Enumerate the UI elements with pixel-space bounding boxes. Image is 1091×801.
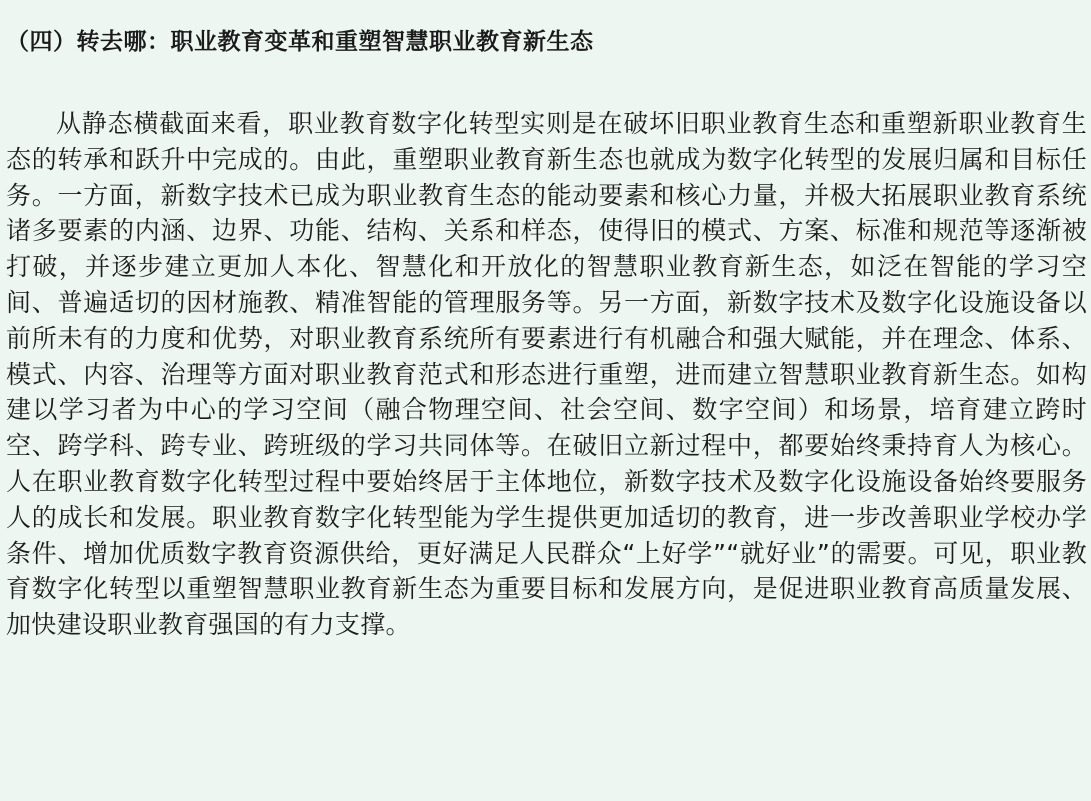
body-paragraph: 从静态横截面来看，职业教育数字化转型实则是在破坏旧职业教育生态和重塑新职业教育生态的转承和跃升中完成的。由此，重塑职业教育新生态也就成为数字化转型的发展归属和目标任务。一方面，新数字技术已成为职业教育生态的能动要素和核心力量，并极大拓展职业教育系统诸多要素的内涵、边界、功能、结构、关系和样态，使得旧的模式、方案、标准和规范等逐渐被打破，并逐步建立更加人本化、智慧化和开放化的智慧职业教育新生态，如泛在智能的学习空间、普遍适切的因材施教、精准智能的管理服务等。另一方面，新数字技术及数字化设施设备以前所未有的力度和优势，对职业教育系统所有要素进行有机融合和强大赋能，并在理念、体系、模式、内容、治理等方面对职业教育范式和形态进行重塑，进而建立智慧职业教育新生态。如构建以学习者为中心的学习空间（融合物理空间、社会空间、数字空间）和场景，培育建立跨时空、跨学科、跨专业、跨班级的学习共同体等。在破旧立新过程中，都要始终秉持育人为核心。人在职业教育数字化转型过程中要始终居于主体地位，新数字技术及数字化设施设备始终要服务人的成长和发展。职业教育数字化转型能为学生提供更加适切的教育，进一步改善职业学校办学条件、增加优质数字教育资源供给，更好满足人民群众“上好学”“就好业”的需要。可见，职业教育数字化转型以重塑智慧职业教育新生态为重要目标和发展方向，是促进职业教育高质量发展、加快建设职业教育强国的有力支撑。: [6, 109, 1087, 640]
section-heading: （四）转去哪：职业教育变革和重塑智慧职业教育新生态: [6, 29, 594, 55]
